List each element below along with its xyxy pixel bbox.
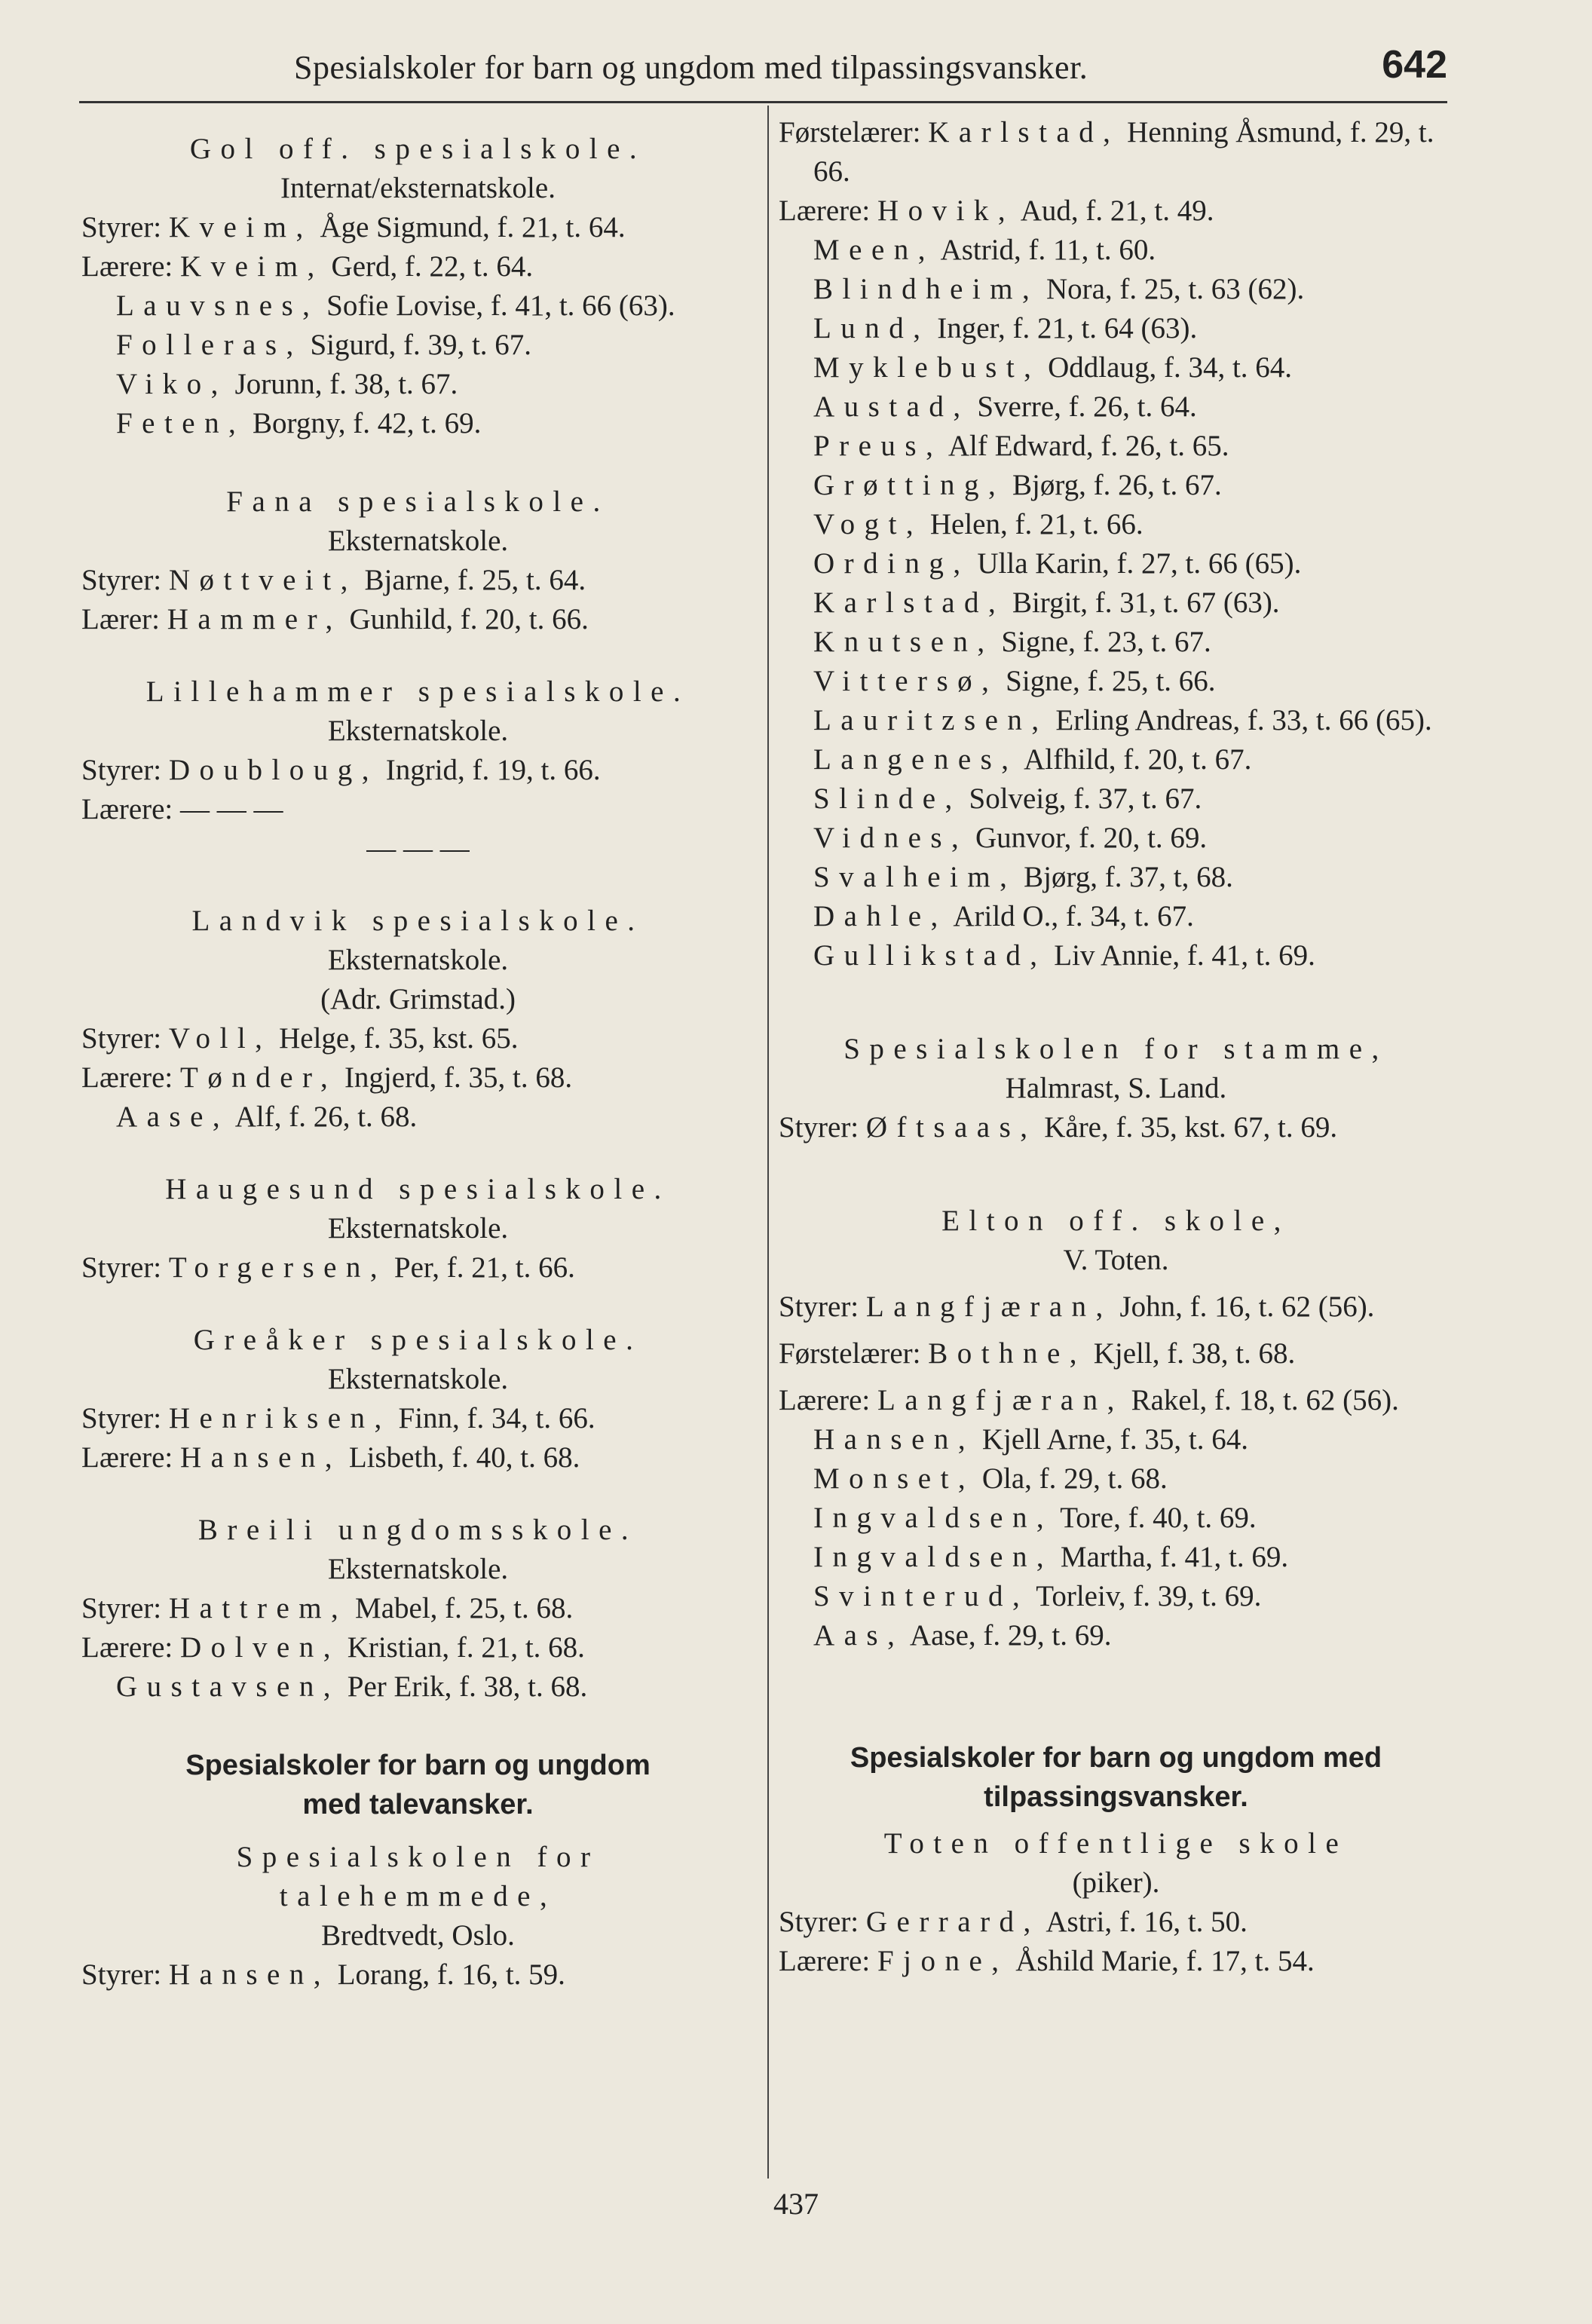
laerere-entry: Lærere: Tønder, Ingjerd, f. 35, t. 68.	[81, 1061, 573, 1094]
staff-entry: Meen, Astrid, f. 11, t. 60.	[813, 234, 1156, 266]
section-talevansker	[81, 1746, 755, 1995]
school-title: Toten offentlige skole	[883, 1827, 1349, 1860]
staff-entry: Folleras, Sigurd, f. 39, t. 67.	[116, 329, 532, 361]
staff-entry: Ording, Ulla Karin, f. 27, t. 66 (65).	[813, 547, 1302, 580]
footer-page-number: 437	[773, 2187, 819, 2221]
school-title: Lillehammer spesialskole.	[145, 675, 690, 708]
staff-entry: Preus, Alf Edward, f. 26, t. 65.	[813, 430, 1229, 462]
styrer-entry: Styrer: Hattrem, Mabel, f. 25, t. 68.	[81, 1592, 574, 1624]
header-title: Spesialskoler for barn og ungdom med tilpassingsvansker.	[294, 49, 1088, 86]
school-elton	[779, 1202, 1453, 1655]
styrer-entry: Styrer: Langfjæran, John, f. 16, t. 62 (56).	[779, 1291, 1375, 1323]
laerere-entry: Lærere: Hovik, Aud, f. 21, t. 49.	[779, 194, 1214, 227]
school-subtitle: Eksternatskole.	[327, 1553, 509, 1585]
staff-entry: Svalheim, Bjørg, f. 37, t, 68.	[813, 861, 1233, 893]
school-title: Gol off. spesialskole.	[189, 133, 647, 165]
school-lillehammer	[81, 672, 755, 868]
laerer-entry: Lærer: Hammer, Gunhild, f. 20, t. 66.	[81, 603, 589, 635]
school-title: Spesialskolen for stamme,	[843, 1033, 1388, 1065]
laerere-entry: Lærere: Fjone, Åshild Marie, f. 17, t. 54.	[779, 1945, 1315, 1977]
section-heading: Spesialskoler for barn og ungdom med talevansker.	[185, 1750, 651, 1820]
school-subtitle: Eksternatskole.	[327, 715, 509, 747]
school-title: Breili ungdomsskole.	[197, 1514, 638, 1546]
school-subtitle: Eksternatskole.	[327, 944, 509, 976]
school-location: Bredtvedt, Oslo.	[321, 1919, 515, 1952]
staff-entry: Vogt, Helen, f. 21, t. 66.	[813, 508, 1143, 540]
school-breili	[81, 1511, 755, 1707]
staff-entry: Lund, Inger, f. 21, t. 64 (63).	[813, 312, 1198, 344]
staff-entry: Svinterud, Torleiv, f. 39, t. 69.	[813, 1580, 1262, 1612]
staff-entry: Knutsen, Signe, f. 23, t. 67.	[813, 626, 1211, 658]
styrer-entry: Styrer: Doubloug, Ingrid, f. 19, t. 66.	[81, 754, 601, 786]
staff-entry: Langenes, Alfhild, f. 20, t. 67.	[813, 743, 1252, 776]
school-greaker	[81, 1321, 755, 1477]
school-fana	[81, 482, 755, 639]
staff-entry: Myklebust, Oddlaug, f. 34, t. 64.	[813, 351, 1293, 384]
section-heading: Spesialskoler for barn og ungdom med tilpassingsvansker.	[850, 1742, 1382, 1813]
staff-entry: Aas, Aase, f. 29, t. 69.	[813, 1619, 1112, 1652]
school-gol	[81, 130, 755, 443]
school-title: Spesialskolen for	[236, 1841, 600, 1873]
running-header	[79, 42, 1447, 103]
forstelaerer-entry: Førstelærer: Bothne, Kjell, f. 38, t. 68.	[779, 1337, 1296, 1370]
staff-entry: Vittersø, Signe, f. 25, t. 66.	[813, 665, 1216, 697]
school-title-line2: talehemmede,	[279, 1880, 557, 1912]
school-note: (piker).	[1072, 1866, 1160, 1899]
styrer-entry: Styrer: Nøttveit, Bjarne, f. 25, t. 64.	[81, 564, 586, 596]
school-title: Haugesund spesialskole.	[165, 1173, 671, 1205]
laerere-entry: Lærere: Kveim, Gerd, f. 22, t. 64.	[81, 250, 534, 283]
styrer-entry: Styrer: Torgersen, Per, f. 21, t. 66.	[81, 1251, 575, 1284]
left-column	[81, 113, 755, 1995]
forstelaerer-entry: Førstelærer: Karlstad, Henning Åsmund, f. 29, t. 66.	[779, 116, 1434, 188]
school-location: Halmrast, S. Land.	[1005, 1072, 1227, 1104]
styrer-entry: Styrer: Kveim, Åge Sigmund, f. 21, t. 64.	[81, 211, 626, 243]
school-stamme	[779, 1030, 1453, 1147]
laerere-entry: Lærere: Langfjæran, Rakel, f. 18, t. 62 (56).	[779, 1384, 1399, 1416]
laerere-entry: Lærere: Hansen, Lisbeth, f. 40, t. 68.	[81, 1441, 580, 1474]
school-landvik	[81, 902, 755, 1137]
school-address: (Adr. Grimstad.)	[320, 983, 516, 1015]
staff-entry: Feten, Borgny, f. 42, t. 69.	[116, 407, 482, 439]
school-location: V. Toten.	[1063, 1244, 1169, 1276]
staff-entry: Austad, Sverre, f. 26, t. 64.	[813, 390, 1197, 423]
school-subtitle: Internat/eksternatskole.	[280, 172, 556, 204]
school-title: Elton off. skole,	[941, 1205, 1290, 1237]
school-title: Fana spesialskole.	[226, 485, 610, 518]
styrer-entry: Styrer: Gerrard, Astri, f. 16, t. 50.	[779, 1906, 1248, 1938]
staff-entry: Gustavsen, Per Erik, f. 38, t. 68.	[116, 1670, 588, 1703]
staff-entry: Karlstad, Birgit, f. 31, t. 67 (63).	[813, 586, 1280, 619]
staff-entry: Viko, Jorunn, f. 38, t. 67.	[116, 368, 458, 400]
header-page-number: 642	[1382, 43, 1447, 87]
laerere-entry: Lærere: Dolven, Kristian, f. 21, t. 68.	[81, 1631, 585, 1664]
staff-entry: Ingvaldsen, Martha, f. 41, t. 69.	[813, 1541, 1289, 1573]
staff-entry: Grøtting, Bjørg, f. 26, t. 67.	[813, 469, 1222, 501]
staff-entry: Hansen, Kjell Arne, f. 35, t. 64.	[813, 1423, 1248, 1456]
placeholder-dashes: — — —	[366, 832, 470, 865]
staff-entry: Gullikstad, Liv Annie, f. 41, t. 69.	[813, 939, 1315, 972]
staff-entry: Ingvaldsen, Tore, f. 40, t. 69.	[813, 1502, 1257, 1534]
staff-entry: Vidnes, Gunvor, f. 20, t. 69.	[813, 822, 1208, 854]
laerere-entry: Lærere: — — —	[81, 793, 283, 825]
school-subtitle: Eksternatskole.	[327, 1363, 509, 1395]
staff-entry: Monset, Ola, f. 29, t. 68.	[813, 1462, 1168, 1495]
school-subtitle: Eksternatskole.	[327, 1212, 509, 1245]
styrer-entry: Styrer: Henriksen, Finn, f. 34, t. 66.	[81, 1402, 595, 1435]
styrer-entry: Styrer: Øftsaas, Kåre, f. 35, kst. 67, t. 69.	[779, 1111, 1338, 1144]
staff-entry: Slinde, Solveig, f. 37, t. 67.	[813, 782, 1202, 815]
column-divider	[767, 106, 769, 2179]
school-title: Greåker spesialskole.	[193, 1324, 643, 1356]
staff-entry: Lauvsnes, Sofie Lovise, f. 41, t. 66 (63).	[116, 289, 675, 322]
staff-entry: Dahle, Arild O., f. 34, t. 67.	[813, 900, 1194, 932]
styrer-entry: Styrer: Voll, Helge, f. 35, kst. 65.	[81, 1022, 519, 1055]
school-title: Landvik spesialskole.	[191, 905, 644, 937]
staff-entry: Blindheim, Nora, f. 25, t. 63 (62).	[813, 273, 1305, 305]
right-column	[779, 113, 1453, 1981]
styrer-entry: Styrer: Hansen, Lorang, f. 16, t. 59.	[81, 1958, 565, 1991]
staff-entry: Aase, Alf, f. 26, t. 68.	[116, 1101, 418, 1133]
school-subtitle: Eksternatskole.	[327, 525, 509, 557]
continued-staff	[779, 113, 1453, 975]
section-tilpassingsvansker	[779, 1738, 1453, 1981]
staff-entry: Lauritzsen, Erling Andreas, f. 33, t. 66 (65).	[813, 704, 1432, 736]
school-haugesund	[81, 1170, 755, 1288]
